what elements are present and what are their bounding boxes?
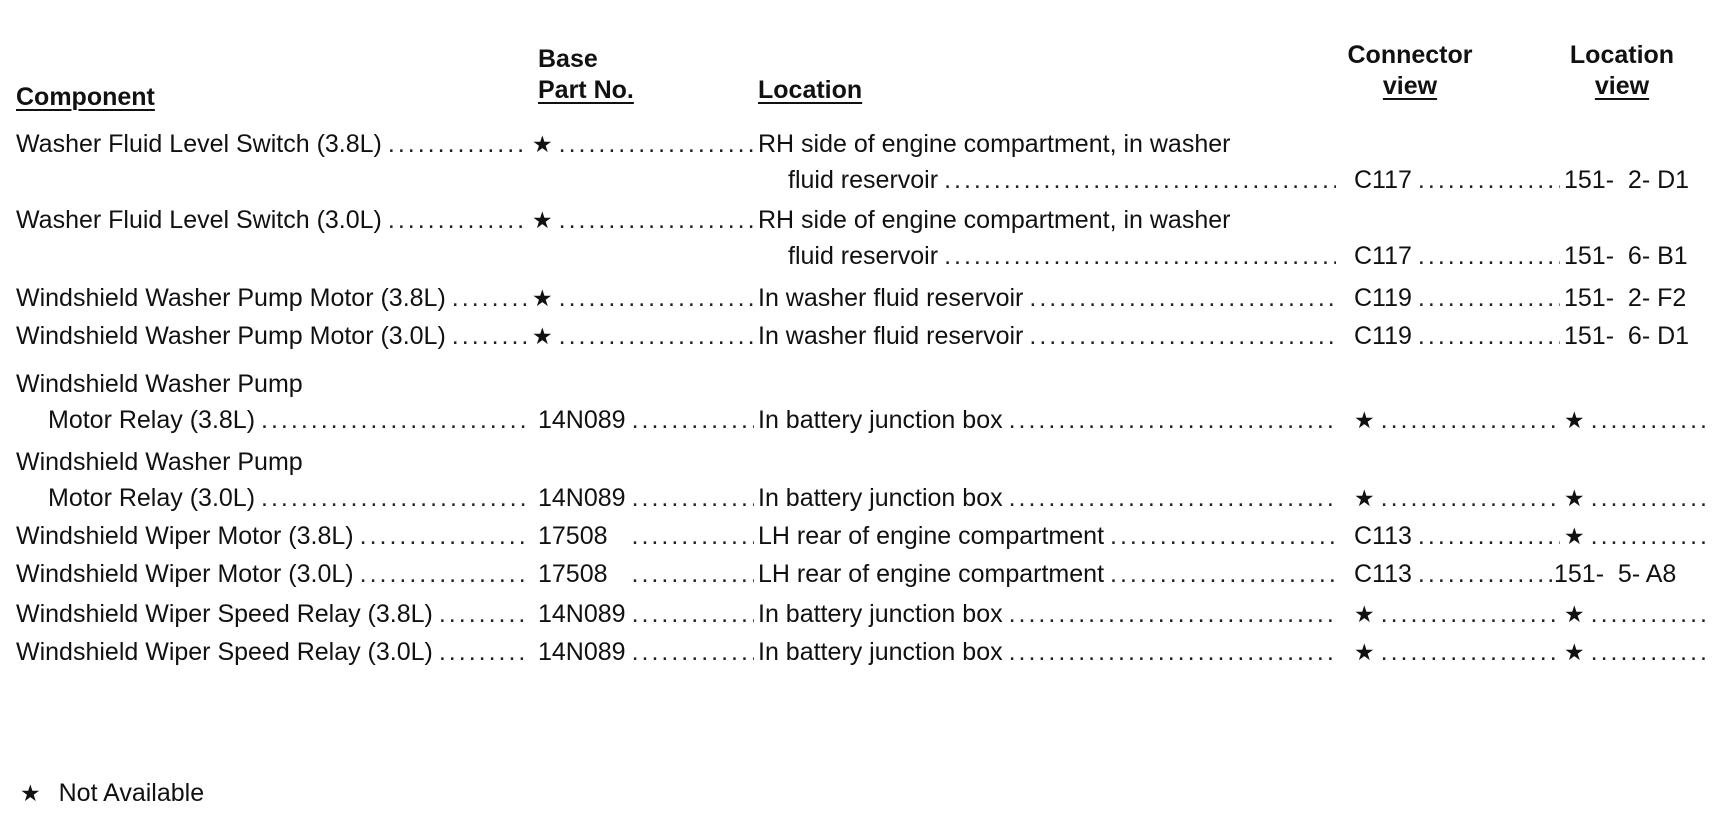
connector-cell xyxy=(1354,596,1560,632)
part-number: 14N089 xyxy=(538,406,626,434)
leader-dots xyxy=(1412,556,1560,592)
leader-dots xyxy=(1375,634,1560,670)
component-cell xyxy=(16,634,528,670)
connector-cell xyxy=(1354,518,1560,554)
leader-dots xyxy=(1023,280,1336,316)
connector-view: C113 xyxy=(1354,522,1412,550)
part-cell xyxy=(538,402,754,438)
leader-dots xyxy=(1003,634,1336,670)
header-location-view xyxy=(1562,40,1682,102)
table-row xyxy=(0,634,1732,670)
location-text: In battery junction box xyxy=(758,406,1003,434)
table-row xyxy=(0,280,1732,316)
component-name-cont: Motor Relay (3.0L) xyxy=(48,484,256,512)
location-cell xyxy=(758,634,1336,670)
leader-dots xyxy=(255,480,528,516)
connector-cell xyxy=(1354,634,1560,670)
location-view: ★ xyxy=(1564,485,1585,511)
leader-dots xyxy=(433,634,528,670)
leader-dots xyxy=(354,556,528,592)
leader-dots xyxy=(1375,596,1560,632)
component-name: Washer Fluid Level Switch (3.0L) xyxy=(16,206,382,234)
location-view-cell xyxy=(1564,518,1712,554)
leader-dots xyxy=(1375,480,1560,516)
header-locview-line2: view xyxy=(1594,72,1650,100)
table-row-continuation xyxy=(0,402,1732,438)
header-component xyxy=(16,82,155,113)
leader-dots xyxy=(1104,556,1336,592)
location-view: 151- 2- D1 xyxy=(1564,166,1690,194)
location-cont-cell xyxy=(788,238,1336,274)
leader-dots xyxy=(446,318,528,354)
leader-dots xyxy=(382,202,528,238)
part-cell xyxy=(532,280,754,316)
table-row-continuation xyxy=(0,238,1732,274)
connector-cell xyxy=(1354,402,1560,438)
location-text: LH rear of engine compartment xyxy=(758,560,1105,588)
leader-dots xyxy=(1104,518,1336,554)
location-text: RH side of engine compartment, in washer xyxy=(758,206,1231,234)
location-view: ★ xyxy=(1564,407,1585,433)
location-text-cont: fluid reservoir xyxy=(788,242,939,270)
connector-view: ★ xyxy=(1354,407,1375,433)
part-cell xyxy=(532,202,754,238)
header-component-label: Component xyxy=(16,83,155,111)
leader-dots xyxy=(1003,402,1336,438)
header-connector-line2: view xyxy=(1382,72,1438,100)
location-text: In battery junction box xyxy=(758,484,1003,512)
part-number: ★ xyxy=(532,131,553,157)
component-cell xyxy=(16,556,528,592)
connector-cell xyxy=(1354,280,1560,316)
header-connector-line1: Connector xyxy=(1347,41,1473,69)
legend-footnote xyxy=(20,778,204,808)
part-cell xyxy=(532,126,754,162)
leader-dots xyxy=(1003,596,1336,632)
header-base-part-no xyxy=(538,44,634,106)
location-view: 151- 6- D1 xyxy=(1564,322,1690,350)
component-name: Windshield Washer Pump xyxy=(16,448,303,476)
component-cont-cell xyxy=(48,480,528,516)
leader-dots xyxy=(1585,518,1712,554)
part-number: 14N089 xyxy=(538,600,626,628)
leader-dots xyxy=(626,480,754,516)
location-cell xyxy=(758,402,1336,438)
location-view: 151- 5- A8 xyxy=(1554,560,1677,588)
connector-cell xyxy=(1354,238,1560,274)
component-name: Windshield Washer Pump xyxy=(16,370,303,398)
location-view: 151- 6- B1 xyxy=(1564,242,1688,270)
not-available-star-icon: ★ xyxy=(20,780,41,806)
location-cell xyxy=(758,556,1336,592)
header-location-label: Location xyxy=(758,76,863,104)
connector-view: C119 xyxy=(1354,322,1412,350)
leader-dots xyxy=(938,238,1336,274)
component-name: Washer Fluid Level Switch (3.8L) xyxy=(16,130,382,158)
leader-dots xyxy=(1023,318,1336,354)
location-cell xyxy=(758,480,1336,516)
location-view-cell xyxy=(1564,634,1712,670)
component-cell xyxy=(16,202,528,238)
header-connector-view xyxy=(1340,40,1480,102)
leader-dots xyxy=(626,402,754,438)
part-number: 17508 xyxy=(538,560,608,588)
leader-dots xyxy=(626,634,754,670)
leader-dots xyxy=(255,402,528,438)
leader-dots xyxy=(1412,280,1560,316)
connector-view: ★ xyxy=(1354,639,1375,665)
component-name: Windshield Washer Pump Motor (3.8L) xyxy=(16,284,446,312)
location-view-cell xyxy=(1564,402,1712,438)
leader-dots xyxy=(608,518,754,554)
connector-view: C113 xyxy=(1354,560,1412,588)
component-name: Windshield Wiper Speed Relay (3.0L) xyxy=(16,638,433,666)
connector-view: ★ xyxy=(1354,485,1375,511)
location-cell xyxy=(758,318,1336,354)
connector-view: C117 xyxy=(1354,242,1412,270)
legend-text: Not Available xyxy=(58,779,205,807)
part-cell xyxy=(538,634,754,670)
connector-view: ★ xyxy=(1354,601,1375,627)
leader-dots xyxy=(433,596,528,632)
location-cell xyxy=(758,596,1336,632)
table-row xyxy=(0,596,1732,632)
connector-cell xyxy=(1354,556,1560,592)
leader-dots xyxy=(446,280,528,316)
location-view-cell xyxy=(1564,596,1712,632)
leader-dots xyxy=(1585,596,1712,632)
part-number: 17508 xyxy=(538,522,608,550)
table-row xyxy=(0,126,1732,162)
table-row xyxy=(0,202,1732,238)
leader-dots xyxy=(1412,518,1560,554)
table-row xyxy=(0,318,1732,354)
location-text: LH rear of engine compartment xyxy=(758,522,1105,550)
part-cell xyxy=(532,318,754,354)
location-cont-cell xyxy=(788,162,1336,198)
component-cell xyxy=(16,280,528,316)
location-text: In battery junction box xyxy=(758,600,1003,628)
leader-dots xyxy=(1375,402,1560,438)
component-name: Windshield Wiper Motor (3.0L) xyxy=(16,560,354,588)
location-text-cont: fluid reservoir xyxy=(788,166,939,194)
component-cont-cell xyxy=(48,402,528,438)
part-number: ★ xyxy=(532,207,553,233)
part-cell xyxy=(538,596,754,632)
component-name-cont: Motor Relay (3.8L) xyxy=(48,406,256,434)
leader-dots xyxy=(382,126,528,162)
part-number: 14N089 xyxy=(538,638,626,666)
part-number: ★ xyxy=(532,285,553,311)
connector-view: C117 xyxy=(1354,166,1412,194)
leader-dots xyxy=(1003,480,1336,516)
leader-dots xyxy=(608,556,754,592)
leader-dots xyxy=(1585,480,1712,516)
leader-dots xyxy=(1585,402,1712,438)
location-cell xyxy=(758,280,1336,316)
connector-cell xyxy=(1354,318,1560,354)
connector-cell xyxy=(1354,162,1560,198)
leader-dots xyxy=(1585,634,1712,670)
component-name: Windshield Wiper Speed Relay (3.8L) xyxy=(16,600,433,628)
connector-cell xyxy=(1354,480,1560,516)
part-number: 14N089 xyxy=(538,484,626,512)
location-view: 151- 2- F2 xyxy=(1564,284,1687,312)
location-view: ★ xyxy=(1564,601,1585,627)
header-locview-line1: Location xyxy=(1569,41,1675,69)
leader-dots xyxy=(938,162,1336,198)
location-view-cell xyxy=(1564,480,1712,516)
table-row xyxy=(0,366,1732,402)
leader-dots xyxy=(1412,162,1560,198)
location-view: ★ xyxy=(1564,639,1585,665)
location-text: In washer fluid reservoir xyxy=(758,322,1024,350)
location-view: ★ xyxy=(1564,523,1585,549)
part-cell xyxy=(538,480,754,516)
component-cell xyxy=(16,126,528,162)
part-number: ★ xyxy=(532,323,553,349)
location-cell xyxy=(758,518,1336,554)
table-row xyxy=(0,444,1732,480)
connector-view: C119 xyxy=(1354,284,1412,312)
leader-dots xyxy=(1412,318,1560,354)
table-row xyxy=(0,556,1732,592)
header-location xyxy=(758,75,862,106)
leader-dots xyxy=(354,518,528,554)
part-cell xyxy=(538,556,754,592)
leader-dots xyxy=(553,126,754,162)
component-cell xyxy=(16,318,528,354)
table-row xyxy=(0,518,1732,554)
part-cell xyxy=(538,518,754,554)
location-text: In washer fluid reservoir xyxy=(758,284,1024,312)
location-text: In battery junction box xyxy=(758,638,1003,666)
table-row-continuation xyxy=(0,162,1732,198)
component-name: Windshield Washer Pump Motor (3.0L) xyxy=(16,322,446,350)
header-base-line2: Part No. xyxy=(538,76,634,104)
leader-dots xyxy=(626,596,754,632)
leader-dots xyxy=(553,318,754,354)
header-base-line1: Base xyxy=(538,45,598,73)
location-text: RH side of engine compartment, in washer xyxy=(758,130,1231,158)
leader-dots xyxy=(1412,238,1560,274)
leader-dots xyxy=(553,202,754,238)
table-row-continuation xyxy=(0,480,1732,516)
leader-dots xyxy=(553,280,754,316)
component-name: Windshield Wiper Motor (3.8L) xyxy=(16,522,354,550)
component-cell xyxy=(16,518,528,554)
component-cell xyxy=(16,596,528,632)
